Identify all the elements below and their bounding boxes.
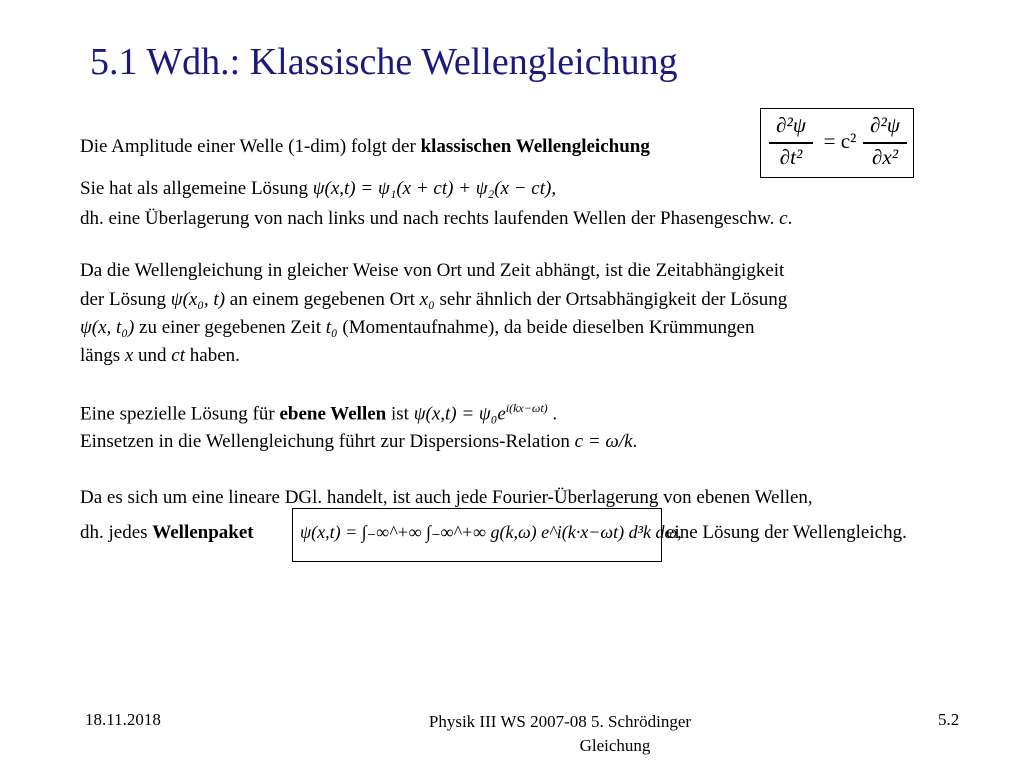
p3-l3-t0: t₀: [325, 317, 338, 338]
rhs-fraction-bar: [863, 142, 907, 144]
solution-intro: Sie hat als allgemeine Lösung: [80, 178, 308, 199]
p4-l1-eq: ψ(x,t) = ψ₀e: [413, 403, 506, 425]
p3-l4-text-a: längs: [80, 345, 121, 366]
p3-l2-text-c: sehr ähnlich der Ortsabhängigkeit der Lösung: [439, 289, 788, 310]
intro-bold: klassischen Wellengleichung: [420, 136, 650, 157]
p4-l2-text: Einsetzen in die Wellengleichung führt zur Dispersions-Relation: [80, 431, 570, 452]
p3-line1: Da die Wellengleichung in gleicher Weise von Ort und Zeit abhängt, ist die Zeitabhängigkeit: [80, 260, 785, 281]
paragraph-intro: [80, 136, 650, 158]
p5-line1: Da es sich um eine lineare DGl. handelt, ist auch jede Fourier-Überlagerung von ebenen Wellen,: [80, 487, 813, 508]
p3-l4-text-c: haben.: [189, 345, 240, 366]
p3-l2-text-a: der Lösung: [80, 289, 167, 310]
p3-l4-ct: ct: [171, 345, 186, 366]
equals-c2: = c²: [823, 129, 857, 153]
p4-l1-exponent: i(kx−ωt): [505, 401, 548, 415]
p5-l2-bold: Wellenpaket: [152, 522, 254, 543]
p3-l4-x: x: [124, 345, 134, 366]
p3-line2: [80, 289, 787, 311]
p5-line2: [80, 522, 254, 544]
p5-l2-text-c: eine Lösung der Wellengleichg.: [666, 522, 907, 543]
p4-l1-text-a: Eine spezielle Lösung für: [80, 403, 275, 425]
p4-l1-bold: ebene Wellen: [279, 403, 387, 425]
p4-l1-end: .: [552, 403, 558, 425]
wave-equation-box: [760, 108, 914, 178]
p3-line3: [80, 317, 754, 339]
p4-l2-end: .: [632, 431, 638, 452]
slide-title: 5.1 Wdh.: Klassische Wellengleichung: [90, 41, 678, 83]
superposition-text: dh. eine Überlagerung von nach links und nach rechts laufenden Wellen der Phasengeschw.: [80, 208, 775, 229]
phase-velocity-symbol: c: [779, 208, 788, 229]
p4-l1-text-c: ist: [390, 403, 409, 425]
footer-course-line1: Physik III WS 2007-08 5. Schrödinger: [428, 712, 692, 731]
solution-equation: ψ(x,t) = ψ₁(x + ct) + ψ₂(x − ct),: [312, 178, 557, 199]
dispersion-relation: c = ω/k: [574, 431, 633, 452]
rhs-numerator: ∂²ψ: [870, 113, 900, 137]
rhs-denominator: ∂x²: [872, 145, 898, 169]
lhs-fraction-bar: [769, 142, 813, 144]
p3-l4-text-b: und: [138, 345, 167, 366]
lhs-numerator: ∂²ψ: [776, 113, 806, 137]
period: .: [787, 208, 793, 229]
p3-l2-eq: ψ(x₀, t): [170, 289, 226, 310]
footer-course-line2: Gleichung: [579, 736, 651, 755]
general-solution-line: [80, 178, 556, 200]
footer-page-number: 5.2: [938, 710, 960, 729]
intro-text: Die Amplitude einer Welle (1-dim) folgt der: [80, 136, 416, 157]
p3-l3-text-a: zu einer gegebenen Zeit: [139, 317, 322, 338]
p3-l2-x0: x₀: [419, 289, 435, 310]
p3-l3-eq: ψ(x, t₀): [80, 317, 135, 338]
p4-line1: [80, 401, 557, 425]
p3-l2-text-b: an einem gegebenen Ort: [229, 289, 415, 310]
p3-line4: [80, 345, 240, 367]
lhs-denominator: ∂t²: [779, 145, 803, 169]
p3-l3-text-b: (Momentaufnahme), da beide dieselben Krümmungen: [342, 317, 755, 338]
p4-line2: [80, 431, 637, 453]
footer-date: 18.11.2018: [85, 710, 161, 729]
superposition-line: [80, 208, 792, 230]
p5-l2-text-a: dh. jedes: [80, 522, 148, 543]
wave-packet-equation: ψ(x,t) = ∫₋∞^+∞ ∫₋∞^+∞ g(k,ω) e^i(k·x−ωt) d³k dω,: [300, 522, 682, 542]
footer-course: [395, 710, 725, 758]
